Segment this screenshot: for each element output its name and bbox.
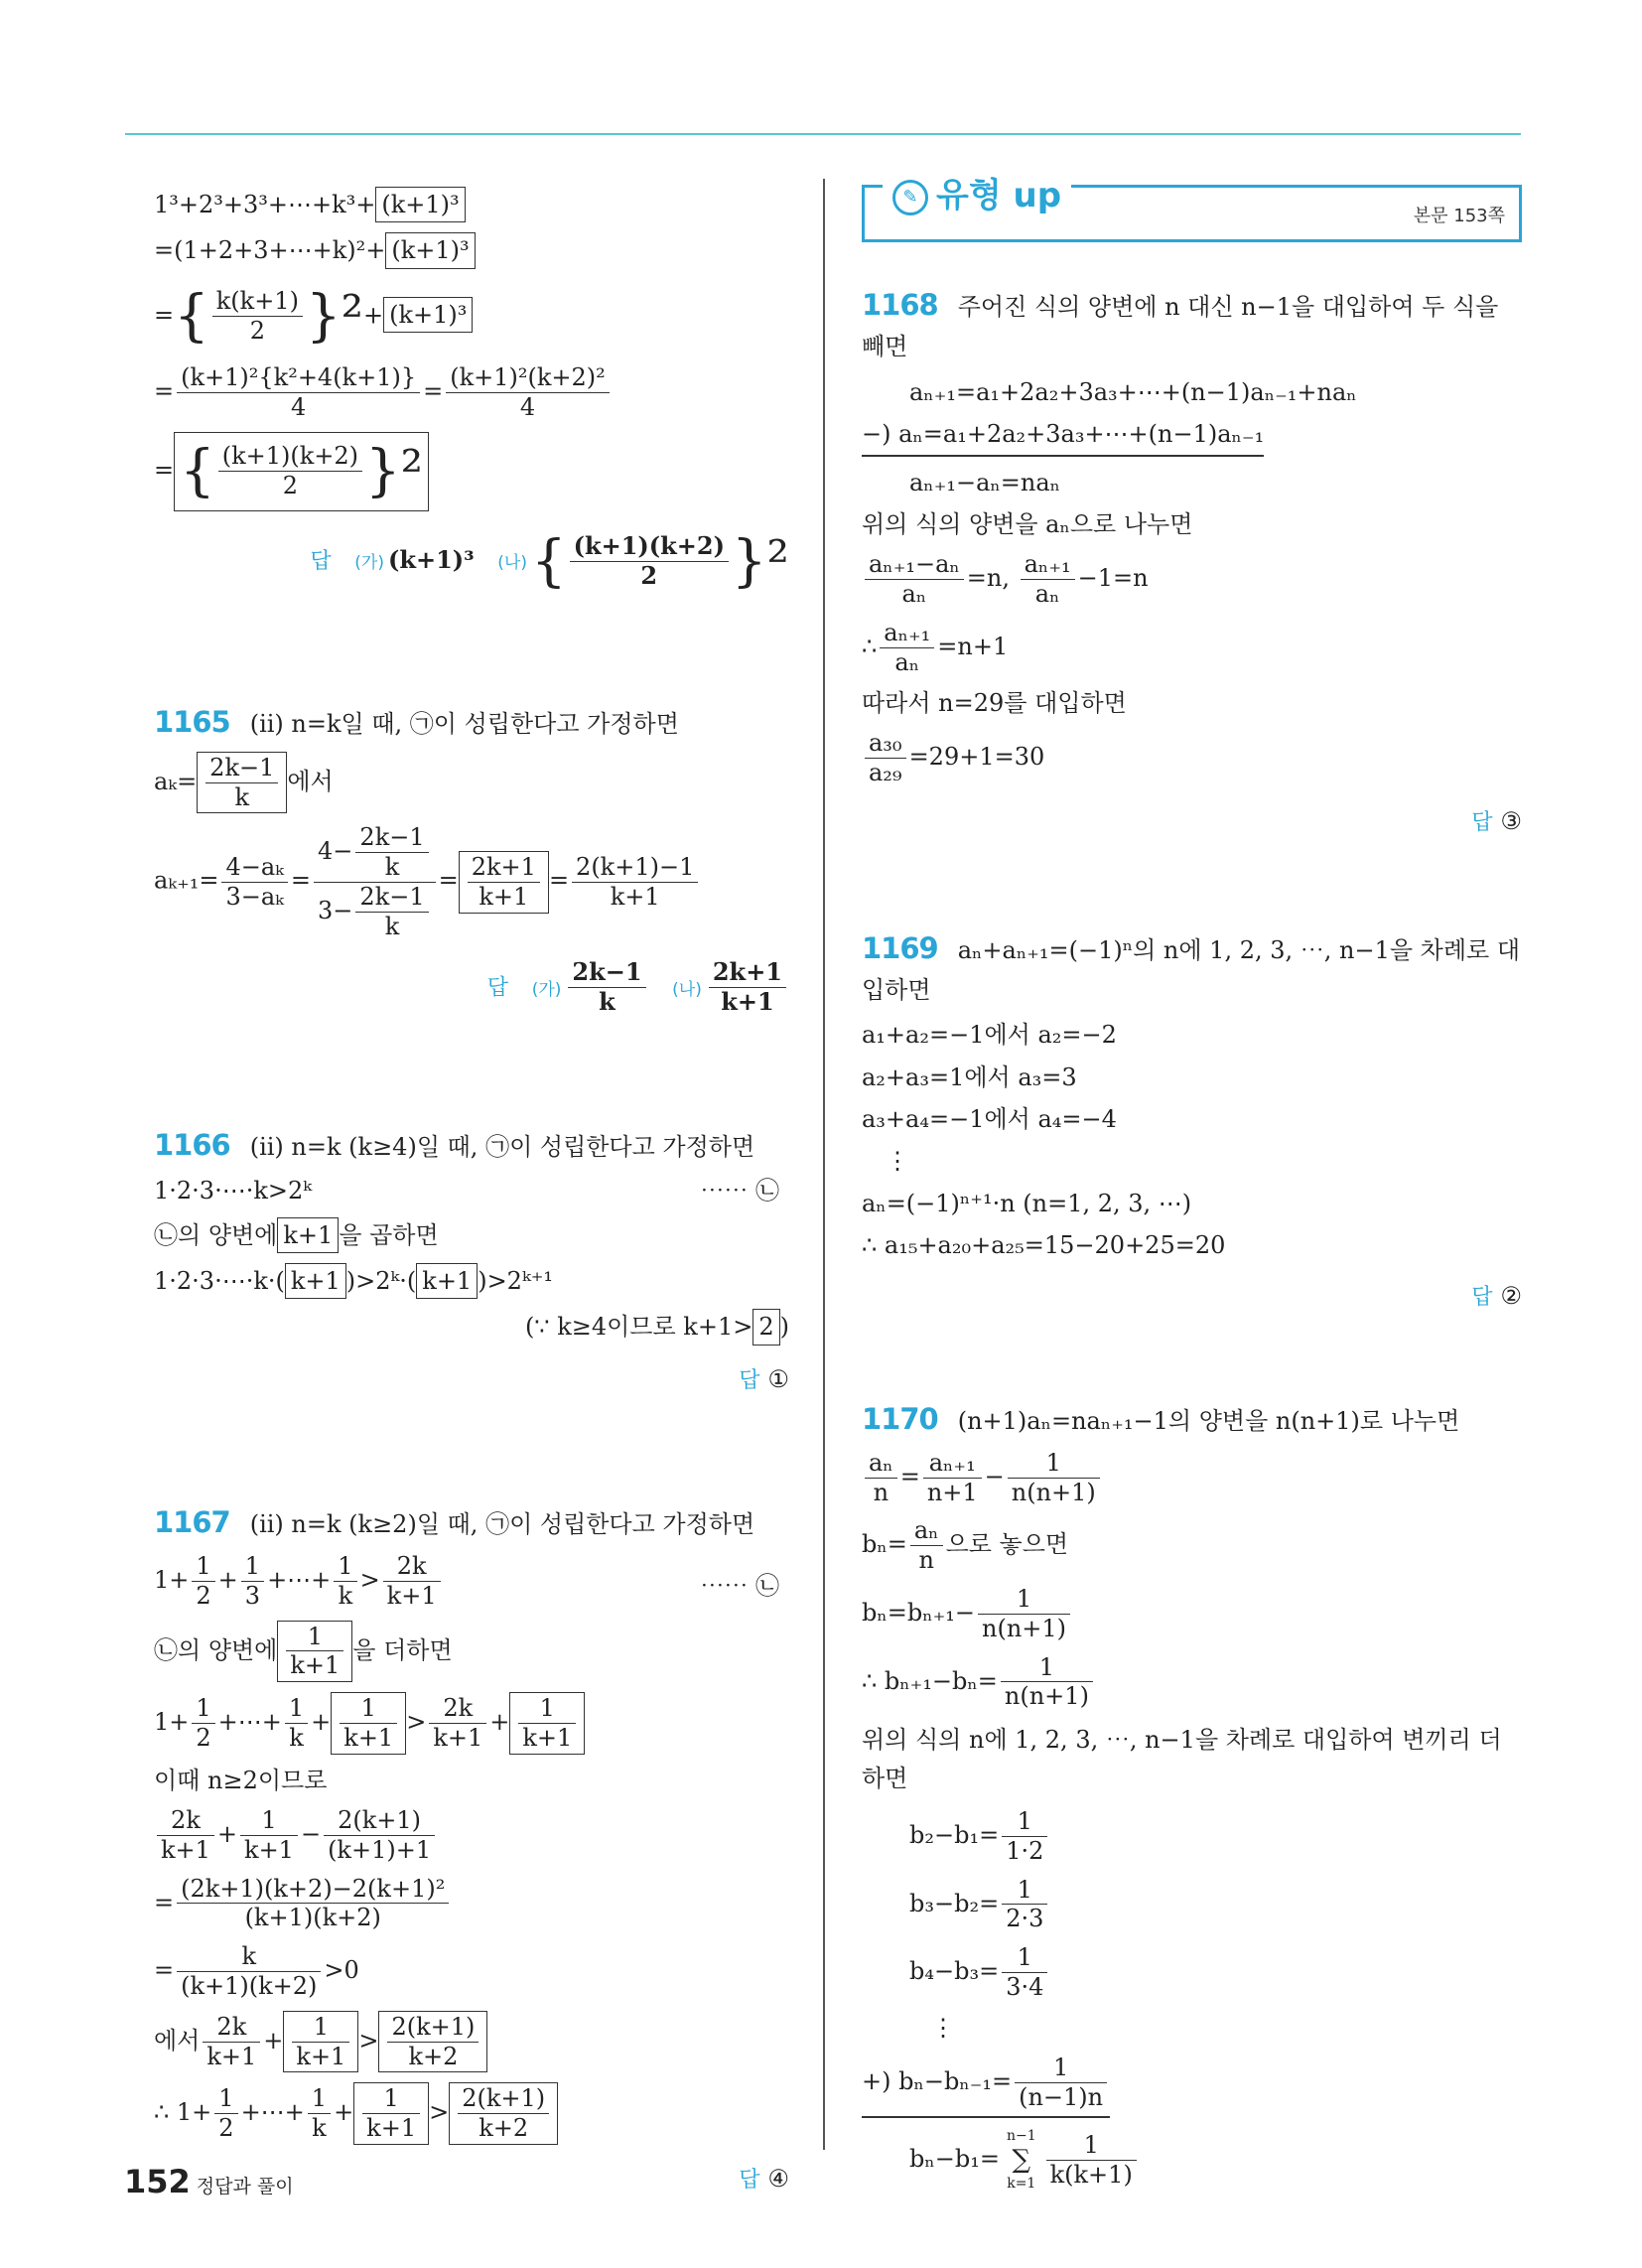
solution-1170 (862, 1400, 1522, 2193)
eq-line: aₖ₊₁= $\frac{\text{4−aₖ}}{\text{3−aₖ}}$ = 4− $\frac{2k-1}{k}$ 3− $\frac{2k-1}{k}$ = $\frac{2k+1}{k+1}$ = $\frac{2(k+1)-1}{k+1}$ (154, 823, 789, 940)
eq-line: 1·2·3·⋯·k·( k+1 )>2ᵏ·( k+1 )>2ᵏ⁺¹ (154, 1263, 789, 1299)
eq-line: aₙ=(−1)ⁿ⁺¹·n (n=1, 2, 3, ⋯) (862, 1189, 1192, 1217)
blank-box: k+1 (416, 1263, 478, 1299)
eq-line: bₙ=bₙ₊₁− $\frac{1}{n(n+1)}$ (862, 1585, 1522, 1643)
blank-box: k+1 (285, 1263, 346, 1299)
eq-line: ∴ 1+ $\frac{1}{2}$ +⋯+ $\frac{1}{k}$ + $\frac{1}{k+1}$ > $\frac{2(k+1)}{k+2}$ (154, 2082, 789, 2145)
eq-line: ∴ $\frac{\text{aₙ₊₁}}{\text{aₙ}}$ =n+1 (862, 618, 1009, 676)
column-divider (823, 179, 825, 2150)
eq-line: 위의 식의 n에 1, 2, 3, ⋯, n−1을 차례로 대입하여 변끼리 더하면 (862, 1726, 1502, 1792)
section-name: 정답과 풀이 (196, 2176, 294, 2197)
eq-line: $\frac{2k}{k+1}$ + $\frac{1}{k+1}$ − $\frac{2(k+1)}{(k+1)+1}$ (154, 1806, 789, 1865)
eq-line: ={ $\frac{k(k+1)}{2}$ }²+ (k+1)³ (154, 279, 789, 354)
page-footer (124, 2163, 294, 2200)
eq-line: ㉡의 양변에 $\frac{1}{k+1}$ 을 더하면 (154, 1621, 789, 1683)
answer-1166: 답 ① (739, 1364, 789, 1393)
blank-box: $\frac{1}{k+1}$ (277, 1621, 352, 1683)
eq-line: 1+ $\frac{1}{2}$ +⋯+ $\frac{1}{k}$ + $\frac{1}{k+1}$ > $\frac{2k}{k+1}$ + $\frac{1}{k+1}$ (154, 1692, 789, 1755)
page-number: 152 (124, 2163, 191, 2200)
solution-1169 (862, 925, 1522, 1311)
blank-box: $\frac{1}{k+1}$ (331, 1692, 406, 1755)
eq-line: = $\frac{k}{(k+1)(k+2)}$ >0 (154, 1942, 359, 2001)
blank-box: 2 (753, 1309, 779, 1345)
blank-box: (k+1)³ (375, 187, 465, 222)
eq-line: 따라서 n=29를 대입하면 (862, 688, 1127, 717)
eq-line: = { $\frac{(k+1)(k+2)}{2}$ }² (154, 432, 789, 511)
eq-line: = $\frac{\text{(k+1)²\{k²+4(k+1)\}}}{4}$ = $\frac{\text{(k+1)²(k+2)²}}{4}$ (154, 363, 789, 422)
solution-1164-continued (154, 187, 789, 594)
complex-fraction: 4− $\frac{2k-1}{k}$ 3− $\frac{2k-1}{k}$ (314, 823, 436, 940)
eq-line: aₖ= $\frac{2k-1}{k}$ 에서 (154, 752, 789, 814)
eq-line: 위의 식의 양변을 aₙ으로 나누면 (862, 509, 1193, 538)
eq-line: 이때 n≥2이므로 (154, 1766, 328, 1794)
solution-1167 (154, 1503, 789, 2194)
problem-intro: 1165 (ⅱ) n=k일 때, ㉠이 성립한다고 가정하면 (154, 704, 679, 739)
eq-line: $\frac{\text{aₙ₊₁−aₙ}}{\text{aₙ}}$ =n, $\frac{\text{aₙ₊₁}}{\text{aₙ}}$ −1=n (862, 550, 1522, 609)
eq-line: b₃−b₂= $\frac{1}{2\cdot 3}$ (862, 1876, 1522, 1934)
blank-box: $\frac{1}{k+1}$ (509, 1692, 585, 1755)
section-title: ✎ 유형 up (883, 168, 1071, 216)
eq-line: ⋮ (931, 2013, 955, 2042)
problem-number: 1169 (862, 930, 938, 965)
fraction: $\frac{\text{(k+1)²\{k²+4(k+1)\}}}{4}$ (177, 363, 420, 422)
problem-number: 1165 (154, 704, 230, 739)
problem-number: 1168 (862, 288, 938, 322)
eq-line: 1³+2³+3³+⋯+k³+ (k+1)³ (154, 187, 789, 222)
eq-line: a₃+a₄=−1에서 a₄=−4 (862, 1105, 1117, 1134)
eq-line: ⋮ (886, 1147, 909, 1176)
solution-1165 (154, 703, 789, 1018)
fraction: $\frac{k(k+1)}{2}$ (212, 287, 303, 346)
blank-box: $\frac{2k-1}{k}$ (197, 752, 287, 814)
page-reference: 본문 153쪽 (1413, 206, 1505, 226)
eq-line: ∴ bₙ₊₁−bₙ= $\frac{1}{n(n+1)}$ (862, 1653, 1522, 1712)
eq-line: 1·2·3·⋯·k>2ᵏ ⋯⋯ ㉡ (154, 1177, 779, 1205)
eq-line: +) bₙ−bₙ₋₁= $\frac{1}{(n-1)n}$ (862, 2054, 1522, 2118)
answer-1167: 답 ④ (739, 2165, 789, 2194)
blank-box: (k+1)³ (385, 232, 475, 268)
eq-line: aₙ₊₁=a₁+2a₂+3a₃+⋯+(n−1)aₙ₋₁+naₙ (909, 377, 1357, 406)
eq-line: aₙ₊₁−aₙ=naₙ (909, 468, 1061, 496)
problem-intro: 1170 (n+1)aₙ=naₙ₊₁−1의 양변을 n(n+1)로 나누면 (862, 1401, 1460, 1436)
eq-line: 1+ $\frac{1}{2}$ + $\frac{1}{3}$ +⋯+ $\frac{1}{k}$ > $\frac{2k}{k+1}$ ⋯⋯ ㉡ (154, 1551, 779, 1610)
fraction: $\frac{(k+1)(k+2)}{2}$ (218, 442, 362, 500)
blank-box: { $\frac{(k+1)(k+2)}{2}$ }² (174, 432, 429, 511)
eq-line: $\frac{\text{a₃₀}}{\text{a₂₉}}$ =29+1=30 (862, 729, 1522, 787)
problem-number: 1167 (154, 1504, 230, 1539)
answer-1169: 답 ② (1471, 1281, 1522, 1310)
eq-line: 에서 $\frac{2k}{k+1}$ + $\frac{1}{k+1}$ > $\frac{2(k+1)}{k+2}$ (154, 2011, 789, 2073)
answer-1164: 답 (가) (k+1)³ (나){ $\frac{(k+1)(k+2)}{2}$ }² (310, 528, 789, 594)
blank-box: (k+1)³ (383, 297, 473, 333)
problem-intro: 1168 주어진 식의 양변에 n 대신 n−1을 대입하여 두 식을 빼면 (862, 288, 1499, 361)
problem-intro: 1169 aₙ+aₙ₊₁=(−1)ⁿ의 n에 1, 2, 3, ⋯, n−1을 차례로 대입하면 (862, 930, 1521, 1004)
eq-line: ∴ a₁₅+a₂₀+a₂₅=15−20+25=20 (862, 1231, 1226, 1260)
eq-line: = $\frac{\text{(2k+1)(k+2)−2(k+1)²}}{(k+1)(k+2)}$ (154, 1875, 789, 1933)
problem-number: 1170 (862, 1401, 938, 1436)
answer-1165: 답 (가) $\frac{2k-1}{k}$ (나) $\frac{2k+1}{k+1}$ (154, 958, 789, 1017)
fraction: $\frac{\text{(k+1)²(k+2)²}}{4}$ (446, 363, 610, 422)
problem-intro: 1167 (ⅱ) n=k (k≥2)일 때, ㉠이 성립한다고 가정하면 (154, 1504, 755, 1539)
blank-box: $\frac{2k+1}{k+1}$ (459, 851, 549, 914)
eq-line: a₁+a₂=−1에서 a₂=−2 (862, 1021, 1117, 1050)
blank-box: k+1 (277, 1217, 339, 1253)
blank-box: $\frac{1}{k+1}$ (283, 2011, 358, 2073)
problem-number: 1166 (154, 1128, 230, 1163)
solution-1166 (154, 1126, 789, 1394)
eq-line: b₄−b₃= $\frac{1}{3\cdot 4}$ (862, 1943, 1522, 2002)
eq-line: b₂−b₁= $\frac{1}{1\cdot 2}$ (862, 1807, 1522, 1866)
right-column (862, 177, 1522, 2201)
problem-intro: 1166 (ⅱ) n=k (k≥4)일 때, ㉠이 성립한다고 가정하면 (154, 1128, 755, 1163)
eq-line: (∵ k≥4이므로 k+1> 2 ) (154, 1309, 789, 1345)
eq-line: bₙ= $\frac{\text{aₙ}}{n}$ 으로 놓으면 (862, 1516, 1069, 1575)
top-rule (125, 133, 1521, 135)
eq-line: bₙ−b₁= n−1 ∑ k=1 $\frac{1}{k(k+1)}$ (862, 2128, 1522, 2193)
blank-box: $\frac{2(k+1)}{k+2}$ (378, 2011, 487, 2073)
eq-line: ㉡의 양변에 k+1 을 곱하면 (154, 1217, 789, 1253)
solution-1168 (862, 282, 1522, 836)
blank-box: $\frac{1}{k+1}$ (353, 2082, 429, 2145)
eq-line: $\frac{\text{aₙ}}{n}$ = $\frac{\text{aₙ₊₁}}{n+1}$ − $\frac{1}{n(n+1)}$ (862, 1449, 1522, 1507)
eq-line: a₂+a₃=1에서 a₃=3 (862, 1063, 1077, 1091)
left-column (154, 177, 789, 2194)
eq-line: −) aₙ=a₁+2a₂+3a₃+⋯+(n−1)aₙ₋₁ (862, 418, 1522, 456)
eq-line: =(1+2+3+⋯+k)²+ (k+1)³ (154, 232, 789, 268)
pencil-icon: ✎ (892, 180, 928, 215)
answer-1168: 답 ③ (1471, 806, 1522, 835)
blank-box: $\frac{2(k+1)}{k+2}$ (449, 2082, 558, 2145)
section-header (862, 176, 1522, 242)
